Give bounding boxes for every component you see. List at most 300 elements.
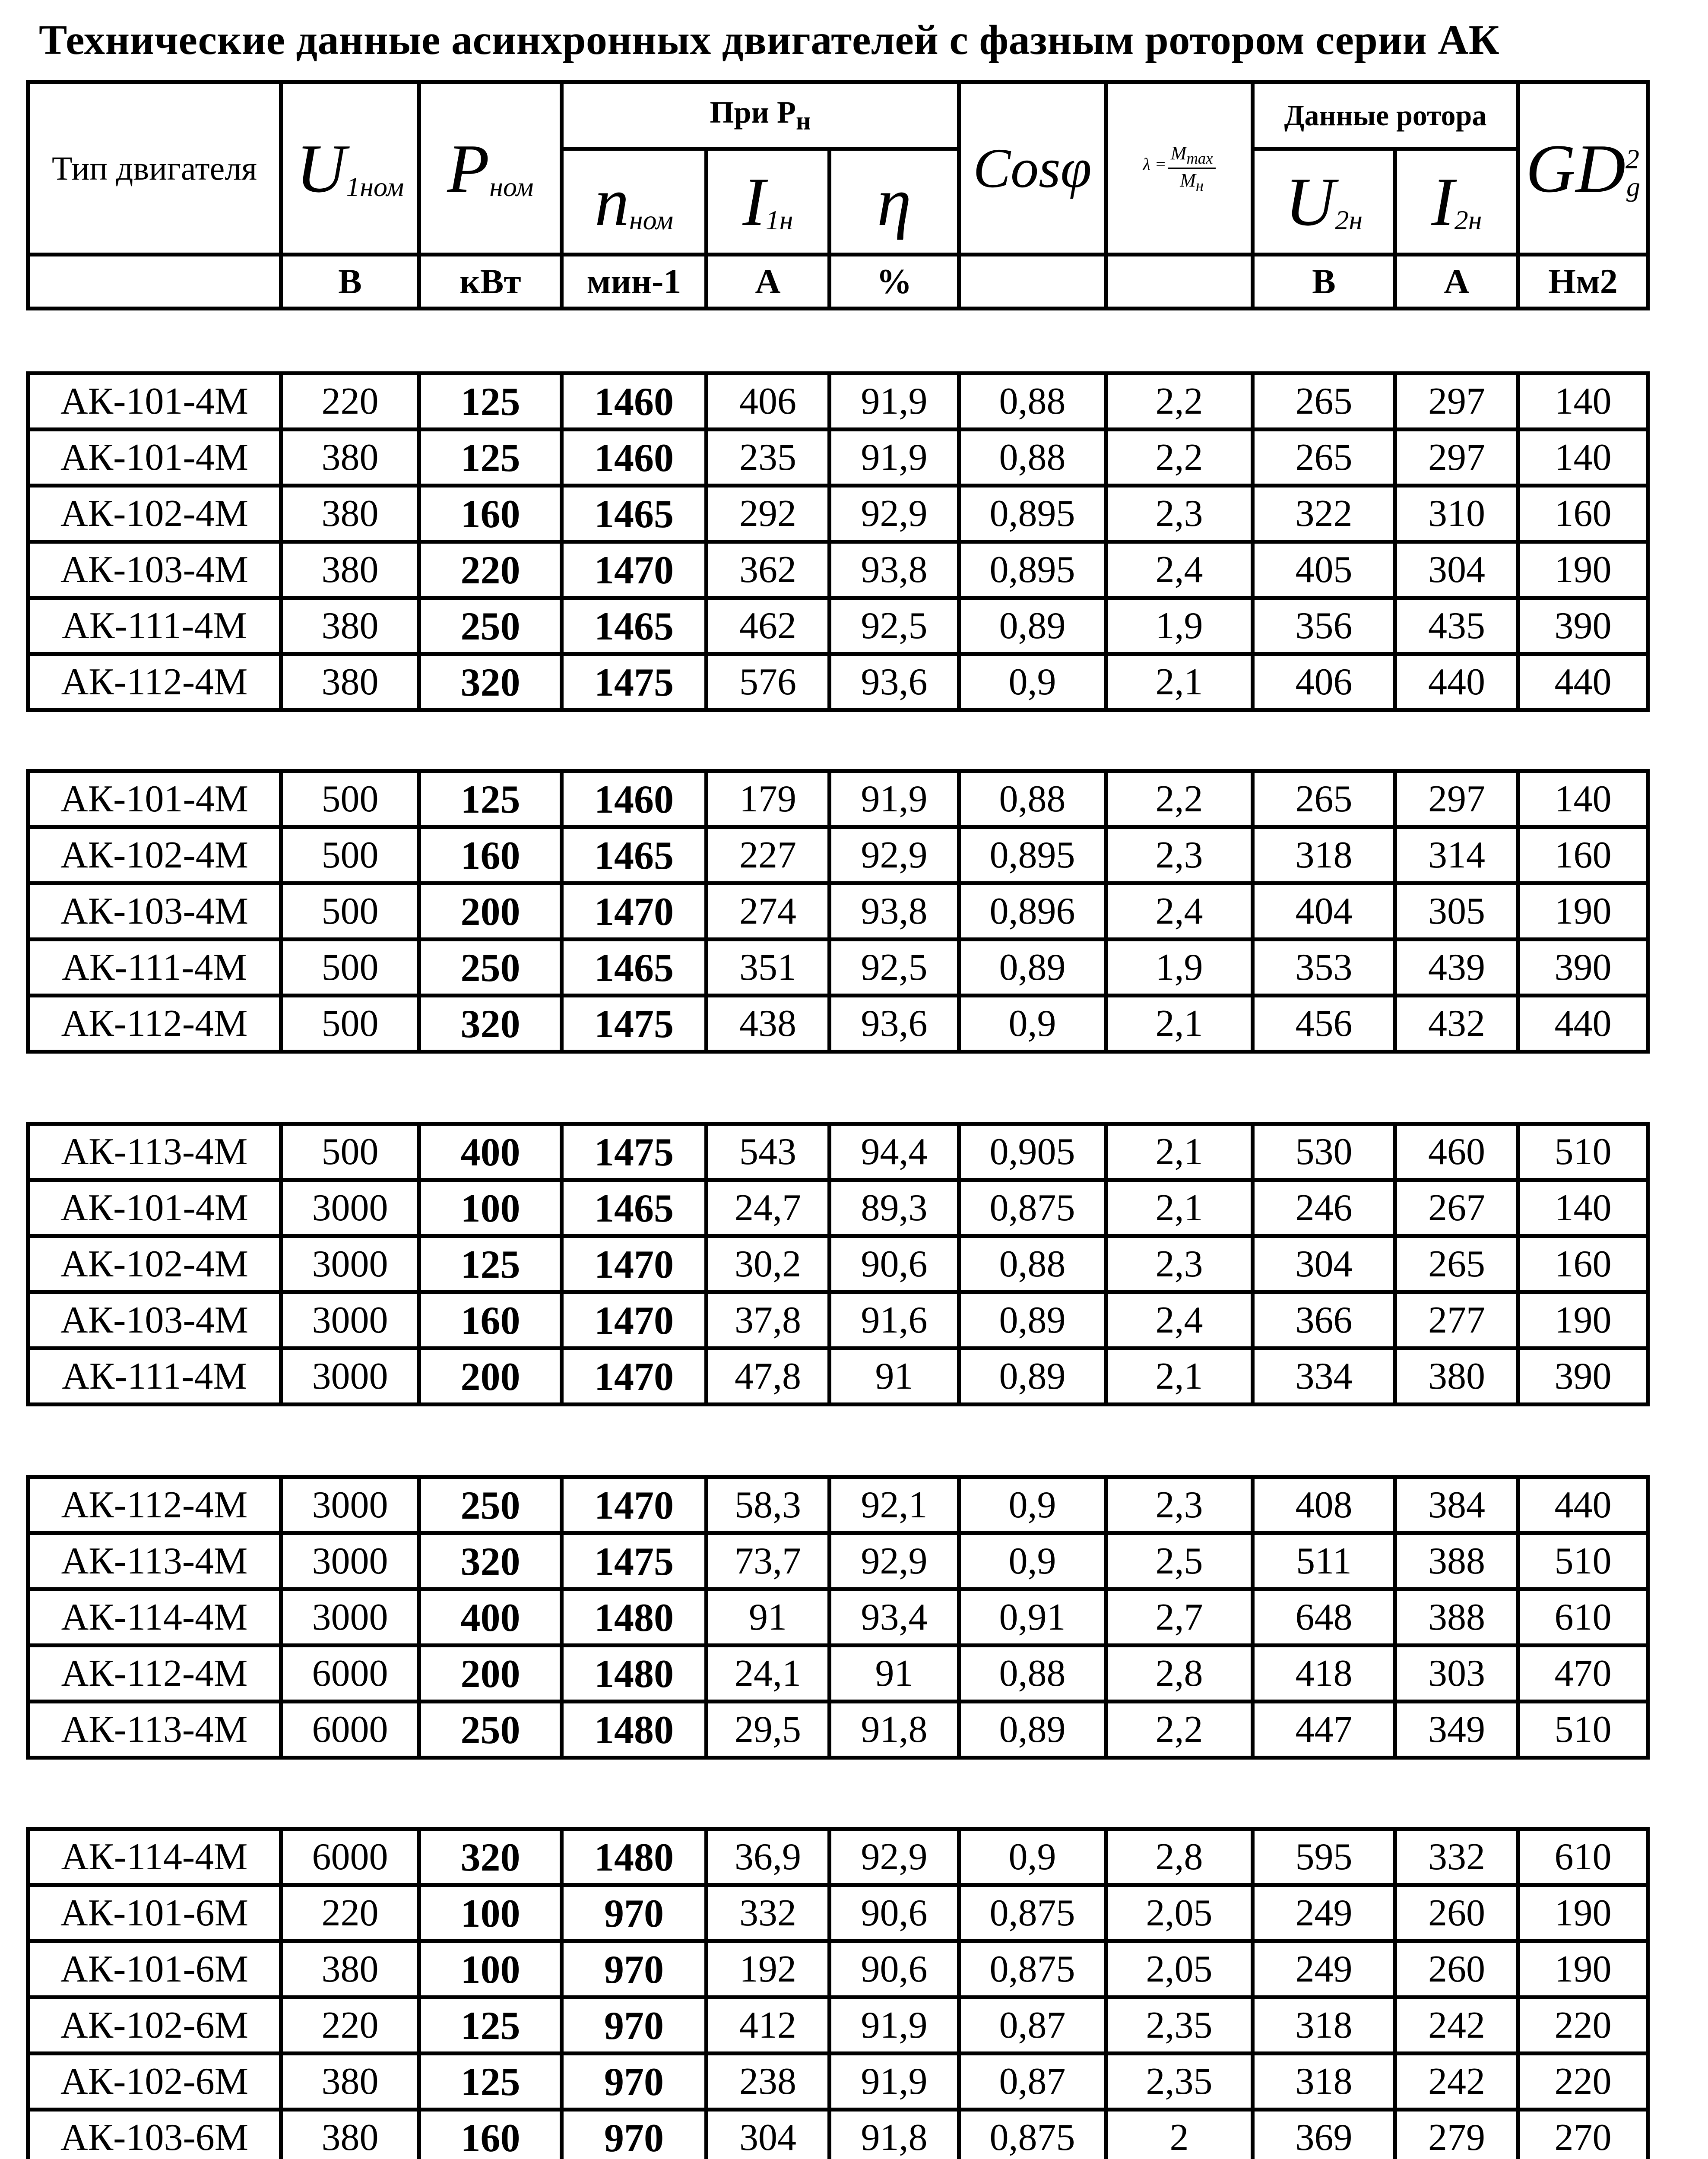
motor-type-cell: АК-111-4М <box>28 940 281 996</box>
motor-type-cell: АК-111-4М <box>28 1349 281 1405</box>
table-cell: 3000 <box>281 1180 419 1236</box>
table-cell: 406 <box>707 374 830 430</box>
table-cell: 249 <box>1253 1941 1395 1998</box>
table-cell: 160 <box>419 1292 562 1349</box>
table-cell: 2,1 <box>1106 1180 1253 1236</box>
table-cell: 91,8 <box>830 1702 959 1758</box>
table-cell: 1460 <box>562 430 707 486</box>
rotor-data-header: Данные ротора <box>1253 82 1518 149</box>
table-cell: 3000 <box>281 1236 419 1292</box>
table-cell: 0,875 <box>959 2110 1106 2159</box>
table-row <box>28 598 1648 654</box>
table-cell: 1465 <box>562 1180 707 1236</box>
unit-cell: кВт <box>419 255 562 309</box>
table-cell: 0,88 <box>959 1236 1106 1292</box>
table-cell: 0,89 <box>959 1292 1106 1349</box>
motor-type-cell: АК-111-4М <box>28 598 281 654</box>
table-cell: 160 <box>1518 1236 1648 1292</box>
table-cell: 970 <box>562 2110 707 2159</box>
table-cell: 1480 <box>562 1646 707 1702</box>
table-row <box>28 2054 1648 2110</box>
table-cell: 93,8 <box>830 542 959 598</box>
table-row <box>28 2110 1648 2159</box>
table-cell: 332 <box>1395 1829 1518 1885</box>
table-cell: 3000 <box>281 1589 419 1646</box>
col-cos-header: Cosφ <box>959 82 1106 255</box>
table-cell: 274 <box>707 883 830 940</box>
table-cell: 1475 <box>562 1533 707 1589</box>
table-cell: 2,3 <box>1106 1236 1253 1292</box>
table-cell: 500 <box>281 940 419 996</box>
table-cell: 220 <box>281 1998 419 2054</box>
table-cell: 0,9 <box>959 654 1106 710</box>
table-cell: 0,875 <box>959 1941 1106 1998</box>
table-cell: 0,905 <box>959 1124 1106 1180</box>
data-group-table <box>26 1122 1650 1406</box>
table-cell: 91,9 <box>830 430 959 486</box>
motor-type-cell: АК-102-4М <box>28 486 281 542</box>
table-cell: 90,6 <box>830 1941 959 1998</box>
table-cell: 0,87 <box>959 1998 1106 2054</box>
table-cell: 2,05 <box>1106 1885 1253 1941</box>
table-cell: 2,3 <box>1106 486 1253 542</box>
motor-type-cell: АК-103-6М <box>28 2110 281 2159</box>
table-row <box>28 827 1648 883</box>
table-cell: 1465 <box>562 486 707 542</box>
table-cell: 362 <box>707 542 830 598</box>
table-cell: 92,5 <box>830 598 959 654</box>
table-row <box>28 1589 1648 1646</box>
table-cell: 24,7 <box>707 1180 830 1236</box>
table-row <box>28 1236 1648 1292</box>
table-cell: 2,7 <box>1106 1589 1253 1646</box>
table-cell: 400 <box>419 1589 562 1646</box>
col-nnom-header: $n_{ном}$ <box>562 149 707 255</box>
table-cell: 2,1 <box>1106 996 1253 1052</box>
table-cell: 6000 <box>281 1702 419 1758</box>
table-cell: 432 <box>1395 996 1518 1052</box>
table-cell: 462 <box>707 598 830 654</box>
table-cell: 93,8 <box>830 883 959 940</box>
table-cell: 220 <box>1518 2054 1648 2110</box>
table-cell: 190 <box>1518 1941 1648 1998</box>
table-cell: 91,8 <box>830 2110 959 2159</box>
table-cell: 235 <box>707 430 830 486</box>
table-cell: 2,35 <box>1106 1998 1253 2054</box>
table-cell: 0,89 <box>959 598 1106 654</box>
table-cell: 318 <box>1253 827 1395 883</box>
table-cell: 238 <box>707 2054 830 2110</box>
table-cell: 303 <box>1395 1646 1518 1702</box>
table-cell: 439 <box>1395 940 1518 996</box>
table-cell: 390 <box>1518 1349 1648 1405</box>
table-cell: 100 <box>419 1180 562 1236</box>
table-cell: 2,2 <box>1106 430 1253 486</box>
table-cell: 91,9 <box>830 1998 959 2054</box>
table-cell: 220 <box>281 374 419 430</box>
table-cell: 2,5 <box>1106 1533 1253 1589</box>
table-cell: 314 <box>1395 827 1518 883</box>
table-cell: 440 <box>1518 996 1648 1052</box>
table-cell: 1465 <box>562 827 707 883</box>
table-cell: 250 <box>419 940 562 996</box>
table-cell: 220 <box>281 1885 419 1941</box>
motor-type-cell: АК-102-6М <box>28 2054 281 2110</box>
table-cell: 0,88 <box>959 1646 1106 1702</box>
motor-type-cell: АК-113-4М <box>28 1533 281 1589</box>
table-cell: 380 <box>281 598 419 654</box>
table-cell: 412 <box>707 1998 830 2054</box>
motor-type-cell: АК-101-4М <box>28 430 281 486</box>
table-cell: 2,4 <box>1106 1292 1253 1349</box>
table-cell: 92,5 <box>830 940 959 996</box>
table-cell: 2,8 <box>1106 1646 1253 1702</box>
table-cell: 510 <box>1518 1533 1648 1589</box>
table-cell: 2,4 <box>1106 542 1253 598</box>
table-cell: 304 <box>707 2110 830 2159</box>
table-cell: 1470 <box>562 1349 707 1405</box>
table-cell: 438 <box>707 996 830 1052</box>
table-cell: 440 <box>1518 1477 1648 1533</box>
table-cell: 297 <box>1395 771 1518 827</box>
table-cell: 250 <box>419 1477 562 1533</box>
table-cell: 2,1 <box>1106 1124 1253 1180</box>
table-cell: 390 <box>1518 940 1648 996</box>
table-cell: 405 <box>1253 542 1395 598</box>
table-cell: 320 <box>419 996 562 1052</box>
table-cell: 1480 <box>562 1829 707 1885</box>
table-cell: 318 <box>1253 2054 1395 2110</box>
table-cell: 0,88 <box>959 771 1106 827</box>
unit-cell: А <box>1395 255 1518 309</box>
unit-cell: % <box>830 255 959 309</box>
motor-type-cell: АК-103-4М <box>28 883 281 940</box>
table-cell: 0,9 <box>959 1829 1106 1885</box>
col-gd-header: $GD^2_g$ <box>1518 82 1648 255</box>
table-cell: 92,9 <box>830 827 959 883</box>
table-cell: 2,2 <box>1106 771 1253 827</box>
table-cell: 530 <box>1253 1124 1395 1180</box>
table-cell: 90,6 <box>830 1885 959 1941</box>
table-cell: 388 <box>1395 1533 1518 1589</box>
table-row <box>28 883 1648 940</box>
table-cell: 160 <box>1518 486 1648 542</box>
table-cell: 125 <box>419 1998 562 2054</box>
table-cell: 0,895 <box>959 542 1106 598</box>
table-cell: 390 <box>1518 598 1648 654</box>
table-cell: 380 <box>281 486 419 542</box>
table-cell: 267 <box>1395 1180 1518 1236</box>
table-cell: 277 <box>1395 1292 1518 1349</box>
table-cell: 260 <box>1395 1941 1518 1998</box>
table-cell: 160 <box>419 2110 562 2159</box>
table-cell: 1465 <box>562 940 707 996</box>
table-cell: 92,1 <box>830 1477 959 1533</box>
table-row <box>28 1646 1648 1702</box>
table-cell: 94,4 <box>830 1124 959 1180</box>
table-cell: 250 <box>419 1702 562 1758</box>
table-cell: 1470 <box>562 1292 707 1349</box>
table-cell: 0,89 <box>959 1702 1106 1758</box>
table-cell: 36,9 <box>707 1829 830 1885</box>
motor-type-cell: АК-101-6М <box>28 1941 281 1998</box>
table-cell: 190 <box>1518 542 1648 598</box>
table-cell: 310 <box>1395 486 1518 542</box>
table-cell: 1,9 <box>1106 598 1253 654</box>
table-cell: 332 <box>707 1885 830 1941</box>
unit-cell: мин-1 <box>562 255 707 309</box>
motor-type-cell: АК-114-4М <box>28 1829 281 1885</box>
table-cell: 1470 <box>562 883 707 940</box>
table-cell: 2 <box>1106 2110 1253 2159</box>
table-cell: 0,895 <box>959 486 1106 542</box>
table-cell: 2,4 <box>1106 883 1253 940</box>
table-cell: 297 <box>1395 374 1518 430</box>
unit-cell <box>959 255 1106 309</box>
table-cell: 140 <box>1518 374 1648 430</box>
table-cell: 93,6 <box>830 654 959 710</box>
table-cell: 320 <box>419 654 562 710</box>
table-row <box>28 771 1648 827</box>
col-eta-header: η <box>830 149 959 255</box>
unit-cell: А <box>707 255 830 309</box>
table-cell: 0,89 <box>959 940 1106 996</box>
table-row <box>28 1292 1648 1349</box>
table-cell: 305 <box>1395 883 1518 940</box>
table-cell: 2,05 <box>1106 1941 1253 1998</box>
table-cell: 1465 <box>562 598 707 654</box>
table-cell: 250 <box>419 598 562 654</box>
data-group-table <box>26 1827 1650 2159</box>
table-cell: 2,35 <box>1106 2054 1253 2110</box>
table-cell: 334 <box>1253 1349 1395 1405</box>
table-row <box>28 1124 1648 1180</box>
motor-type-cell: АК-114-4М <box>28 1589 281 1646</box>
motor-type-cell: АК-102-4М <box>28 1236 281 1292</box>
motor-type-cell: АК-112-4М <box>28 1477 281 1533</box>
table-cell: 500 <box>281 883 419 940</box>
table-cell: 190 <box>1518 883 1648 940</box>
table-cell: 242 <box>1395 1998 1518 2054</box>
table-row <box>28 654 1648 710</box>
table-cell: 220 <box>1518 1998 1648 2054</box>
table-cell: 140 <box>1518 771 1648 827</box>
table-row <box>28 374 1648 430</box>
table-row <box>28 940 1648 996</box>
col-lambda-header: λ = $\frac{M_{max}}{M_н}$ <box>1106 82 1253 255</box>
table-cell: 408 <box>1253 1477 1395 1533</box>
table-cell: 970 <box>562 1941 707 1998</box>
table-cell: 2,2 <box>1106 374 1253 430</box>
table-cell: 47,8 <box>707 1349 830 1405</box>
table-row <box>28 1941 1648 1998</box>
table-cell: 125 <box>419 374 562 430</box>
table-cell: 279 <box>1395 2110 1518 2159</box>
table-cell: 125 <box>419 1236 562 1292</box>
table-cell: 265 <box>1253 374 1395 430</box>
table-row <box>28 1702 1648 1758</box>
table-cell: 648 <box>1253 1589 1395 1646</box>
table-cell: 160 <box>1518 827 1648 883</box>
unit-cell: Нм2 <box>1518 255 1648 309</box>
motor-type-cell: АК-103-4М <box>28 542 281 598</box>
table-cell: 160 <box>419 827 562 883</box>
table-cell: 380 <box>281 430 419 486</box>
motor-type-cell: АК-112-4М <box>28 654 281 710</box>
table-cell: 227 <box>707 827 830 883</box>
table-row <box>28 1533 1648 1589</box>
table-cell: 30,2 <box>707 1236 830 1292</box>
table-cell: 3000 <box>281 1349 419 1405</box>
table-cell: 58,3 <box>707 1477 830 1533</box>
data-group-table <box>26 1475 1650 1760</box>
table-cell: 380 <box>281 654 419 710</box>
table-cell: 511 <box>1253 1533 1395 1589</box>
table-row <box>28 542 1648 598</box>
table-cell: 500 <box>281 996 419 1052</box>
table-cell: 91,6 <box>830 1292 959 1349</box>
table-cell: 543 <box>707 1124 830 1180</box>
table-cell: 356 <box>1253 598 1395 654</box>
table-cell: 318 <box>1253 1998 1395 2054</box>
table-cell: 366 <box>1253 1292 1395 1349</box>
table-cell: 297 <box>1395 430 1518 486</box>
table-cell: 0,896 <box>959 883 1106 940</box>
table-cell: 1475 <box>562 996 707 1052</box>
table-cell: 91 <box>830 1646 959 1702</box>
table-cell: 576 <box>707 654 830 710</box>
table-cell: 1460 <box>562 771 707 827</box>
table-cell: 304 <box>1395 542 1518 598</box>
col-type-header: Тип двигателя <box>28 82 281 255</box>
table-cell: 610 <box>1518 1589 1648 1646</box>
at-pn-header: При $P_н$ <box>562 82 959 149</box>
table-row <box>28 996 1648 1052</box>
table-cell: 440 <box>1395 654 1518 710</box>
table-cell: 369 <box>1253 2110 1395 2159</box>
table-cell: 1470 <box>562 542 707 598</box>
data-group-table <box>26 769 1650 1054</box>
table-cell: 0,9 <box>959 1477 1106 1533</box>
table-cell: 500 <box>281 827 419 883</box>
table-cell: 292 <box>707 486 830 542</box>
table-cell: 970 <box>562 1998 707 2054</box>
table-cell: 380 <box>281 1941 419 1998</box>
table-cell: 91 <box>707 1589 830 1646</box>
table-cell: 2,8 <box>1106 1829 1253 1885</box>
table-cell: 380 <box>281 2054 419 2110</box>
table-cell: 2,1 <box>1106 654 1253 710</box>
table-cell: 404 <box>1253 883 1395 940</box>
table-cell: 29,5 <box>707 1702 830 1758</box>
table-cell: 1475 <box>562 1124 707 1180</box>
table-cell: 100 <box>419 1941 562 1998</box>
table-cell: 92,9 <box>830 486 959 542</box>
table-cell: 322 <box>1253 486 1395 542</box>
table-cell: 200 <box>419 883 562 940</box>
table-cell: 140 <box>1518 1180 1648 1236</box>
motor-type-cell: АК-102-4М <box>28 827 281 883</box>
table-cell: 90,6 <box>830 1236 959 1292</box>
table-row <box>28 1180 1648 1236</box>
col-unom-header: $U_{1ном}$ <box>281 82 419 255</box>
table-cell: 1470 <box>562 1477 707 1533</box>
table-cell: 3000 <box>281 1292 419 1349</box>
table-cell: 610 <box>1518 1829 1648 1885</box>
table-cell: 190 <box>1518 1292 1648 1349</box>
motor-type-cell: АК-113-4М <box>28 1702 281 1758</box>
units-row <box>28 255 1648 309</box>
table-cell: 470 <box>1518 1646 1648 1702</box>
table-cell: 93,6 <box>830 996 959 1052</box>
table-cell: 242 <box>1395 2054 1518 2110</box>
data-group-table <box>26 371 1650 712</box>
table-row <box>28 430 1648 486</box>
table-cell: 380 <box>1395 1349 1518 1405</box>
table-cell: 3000 <box>281 1477 419 1533</box>
table-cell: 100 <box>419 1885 562 1941</box>
table-row <box>28 1477 1648 1533</box>
table-cell: 0,9 <box>959 1533 1106 1589</box>
table-cell: 500 <box>281 1124 419 1180</box>
table-cell: 246 <box>1253 1180 1395 1236</box>
table-cell: 380 <box>281 2110 419 2159</box>
table-cell: 91,9 <box>830 374 959 430</box>
table-cell: 456 <box>1253 996 1395 1052</box>
table-cell: 24,1 <box>707 1646 830 1702</box>
table-cell: 970 <box>562 2054 707 2110</box>
motor-type-cell: АК-112-4М <box>28 996 281 1052</box>
table-cell: 304 <box>1253 1236 1395 1292</box>
table-cell: 265 <box>1253 430 1395 486</box>
table-cell: 500 <box>281 771 419 827</box>
table-cell: 125 <box>419 771 562 827</box>
col-i1n-header: $I_{1н}$ <box>707 149 830 255</box>
table-cell: 510 <box>1518 1124 1648 1180</box>
table-cell: 6000 <box>281 1646 419 1702</box>
table-cell: 0,875 <box>959 1885 1106 1941</box>
col-pnom-header: $P_{ном}$ <box>419 82 562 255</box>
table-cell: 190 <box>1518 1885 1648 1941</box>
table-row <box>28 1829 1648 1885</box>
table-cell: 388 <box>1395 1589 1518 1646</box>
motor-type-cell: АК-113-4М <box>28 1124 281 1180</box>
table-cell: 380 <box>281 542 419 598</box>
table-cell: 440 <box>1518 654 1648 710</box>
table-cell: 0,9 <box>959 996 1106 1052</box>
table-cell: 265 <box>1253 771 1395 827</box>
table-row <box>28 1349 1648 1405</box>
table-cell: 1470 <box>562 1236 707 1292</box>
motor-type-cell: АК-101-6М <box>28 1885 281 1941</box>
table-row <box>28 486 1648 542</box>
col-u2n-header: $U_{2н}$ <box>1253 149 1395 255</box>
table-cell: 320 <box>419 1533 562 1589</box>
table-cell: 91,9 <box>830 2054 959 2110</box>
table-cell: 406 <box>1253 654 1395 710</box>
table-cell: 92,9 <box>830 1829 959 1885</box>
table-cell: 1460 <box>562 374 707 430</box>
table-cell: 140 <box>1518 430 1648 486</box>
table-cell: 0,88 <box>959 430 1106 486</box>
table-cell: 384 <box>1395 1477 1518 1533</box>
table-cell: 1,9 <box>1106 940 1253 996</box>
table-cell: 1480 <box>562 1589 707 1646</box>
table-cell: 37,8 <box>707 1292 830 1349</box>
table-cell: 0,91 <box>959 1589 1106 1646</box>
table-cell: 349 <box>1395 1702 1518 1758</box>
table-cell: 92,9 <box>830 1533 959 1589</box>
